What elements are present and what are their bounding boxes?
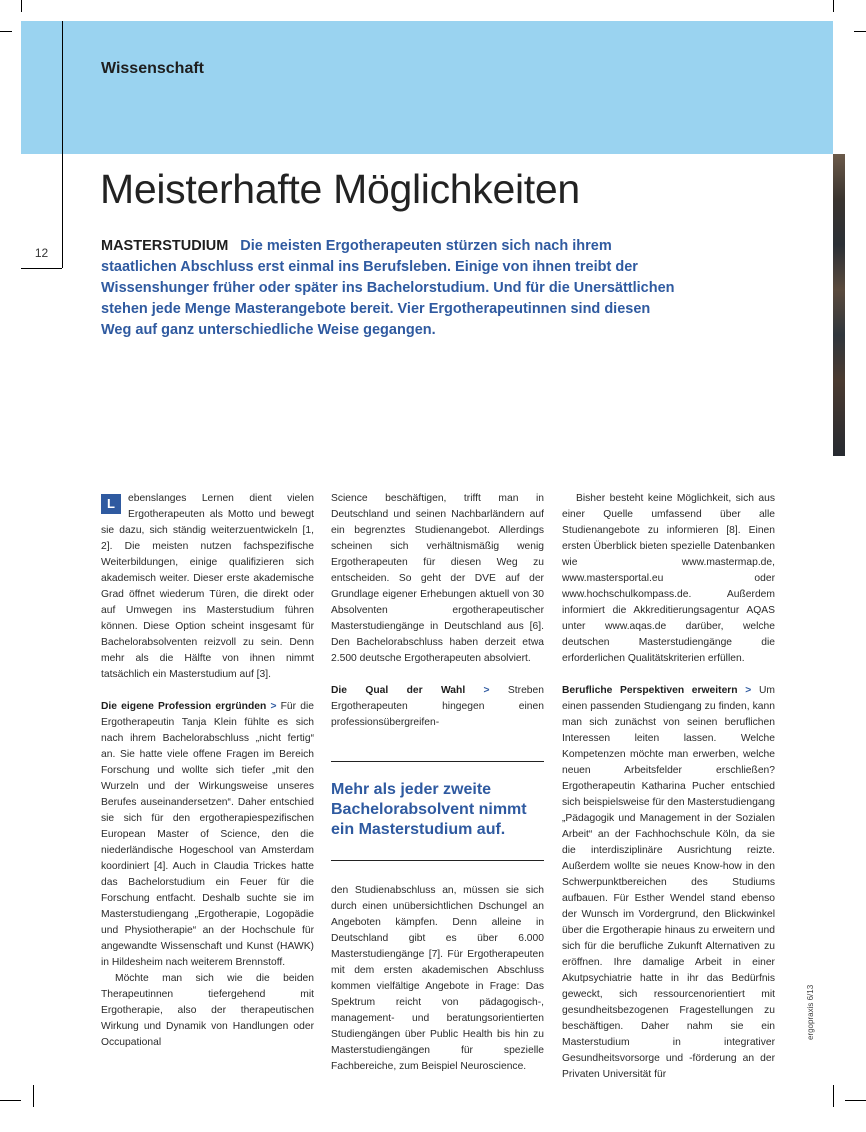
journal-reference: ergopraxis 6/13: [806, 984, 815, 1040]
paragraph: Science beschäftigen, trifft man in Deutschland und seinen Nachbarländern auf ein begrenztes Studienangebot. Allerdings scheinen sich verhältnismäßig wenig Ergotherapeuten für diesen Weg zu entscheiden. So geht der DVE auf der Grundlage eigener Erhebungen aktuell von 30 Absolventen ergotherapeutischer Masterstudiengänge in Deutschland aus [6]. Den Bachelorabschluss haben derzeit etwa 2.500 deutsche Ergotherapeuten absolviert.: [331, 493, 544, 664]
dropcap: L: [101, 494, 121, 514]
paragraph: Möchte man sich wie die beiden Therapeutinnen tiefergehend mit Ergotherapie, also der therapeutischen Wirkung und Dynamik von Handlungen oder Occupational: [101, 973, 314, 1048]
crop-mark: [0, 31, 12, 32]
crop-mark: [0, 1100, 21, 1101]
pull-quote: [331, 761, 544, 861]
paragraph: Berufliche Perspektiven erweitern > Um einen passenden Studiengang zu finden, kann man sich zunächst von seinen beruflichen Interessen leiten lassen. Welche Kompetenzen möchte man erwerben, welche neuen Arbeitsfelder erschließen? Ergotherapeutin Katharina Pucher entschied sich beispielsweise für den Masterstudiengang „Pädagogik und Management in der Sozialen Arbeit“ an der Fachhochschule Köln, da sie die interdisziplinäre Ausrichtung reizte. Außerdem wollte sie neues Know-how in den Schwerpunktbereichen des Studiums aufbauen. Für Esther Wendel stand ebenso der Wunsch im Vordergrund, den Blickwinkel über die Ergotherapie hinaus zu erweitern und sich für die berufliche Zukunft Alternativen zu eröffnen. Ihre damalige Arbeit in einer Akutpsychiatrie hatte in ihr das Bedürfnis geweckt, sich ressourcenorientiert mit gesundheitsbezogenen Fragestellungen zu beschäftigen. Daher nahm sie ein Masterstudium in integrativer Gesundheitsvorsorge und -förderung an der Privaten Universität für: [562, 685, 775, 1080]
crop-mark: [33, 1085, 34, 1107]
photo-strip: [833, 154, 845, 456]
article-headline: Meisterhafte Möglichkeiten: [100, 166, 580, 212]
text-column-3: [562, 491, 775, 1083]
page-number: 12: [34, 246, 49, 260]
paragraph: den Studienabschluss an, müssen sie sich durch einen unübersichtlichen Dschungel an Angeboten kämpfen. Denn alleine in Deutschland gibt es über 6.000 Masterstudiengänge [7]. Für Ergotherapeuten mit dem ersten akademischen Abschluss kommen vielfältige Angebote in Frage: Das Spektrum reicht von pädagogisch-, management- und beratungsorientierten Studiengängen über Public Health bis hin zu Masterstudiengängen für spezielle Fachbereiche, zum Beispiel Neuroscience.: [331, 885, 544, 1072]
arrow-icon: >: [745, 685, 752, 696]
page-number-rule: [21, 268, 62, 269]
paragraph: Die eigene Profession ergründen > Für die Ergotherapeutin Tanja Klein fühlte es sich nach ihrem Bachelorabschluss „nicht fertig“ an. Sie hatte viele offene Fragen im Bereich Forschung und wollte sich tiefer „mit den Wurzeln und der Wirkungsweise unseres Berufes auseinandersetzen“. Daher entschied sie sich für den ergotherapiespezifischen European Master of Science, den die niederländische Hogeschool van Amsterdam koordiniert [4]. Auch in Claudia Trickes hatte das Bachelorstudium ein Feuer für die Forschung entfacht. Deshalb suchte sie im Masterstudiengang „Ergotherapie, Logopädie und Physiotherapie“ an der Hochschule für angewandte Wissenschaft und Kunst (HAWK) in Hildesheim nach weiterem Brennstoff.: [101, 701, 314, 968]
run-in-heading: Berufliche Perspektiven erweitern: [562, 685, 738, 696]
crop-mark: [833, 1085, 834, 1107]
arrow-icon: >: [270, 701, 277, 712]
paragraph: L ebenslanges Lernen dient vielen Ergotherapeuten als Motto und bewegt sie dazu, sich ständig weiterzuentwickeln [1, 2]. Die meisten nutzen fachspezifische Weiterbildungen, einige qualifizieren sich akademisch weiter. Dieser erste akademische Grad öffnet wiederum Türen, die direkt oder auf Umwegen ins Masterstudium führen können. Diese Option scheint insgesamt für Bachelorabsolventen reizvoll zu sein. Denn mehr als die Hälfte von ihnen nimmt tatsächlich ein Masterstudium auf [3].: [101, 493, 314, 680]
lead-kicker: MASTERSTUDIUM: [101, 238, 229, 254]
crop-mark: [21, 0, 22, 12]
paragraph: Bisher besteht keine Möglichkeit, sich aus einer Quelle umfassend über alle Studienangebote zu informieren [8]. Einen ersten Überblick bieten spezielle Datenbanken wie www.mastermap.de, www.mastersportal.eu oder www.hochschulkompass.de. Außerdem informiert die Akkreditierungsagentur AQAS unter www.aqas.de darüber, welche deutschen Masterstudiengänge die erforderlichen Qualitätskriterien erfüllen.: [562, 493, 775, 664]
crop-mark: [854, 31, 866, 32]
text-column-2: [331, 491, 544, 1075]
run-in-heading: Die eigene Profession ergründen: [101, 701, 267, 712]
section-label: Wissenschaft: [101, 60, 204, 77]
arrow-icon: >: [483, 685, 490, 696]
header-band: [21, 21, 833, 154]
paragraph: Die Qual der Wahl > Streben Ergotherapeuten hingegen einen professionsübergreifen-: [331, 685, 544, 728]
crop-mark: [845, 1100, 866, 1101]
article-lead: [101, 236, 676, 341]
margin-rule: [62, 21, 63, 268]
lead-text: Die meisten Ergotherapeuten stürzen sich nach ihrem staatlichen Abschluss erst einmal ins Berufsleben. Einige von ihnen treibt der Wissenshunger früher oder später ins Bachelorstudium. Und für die Unersättlichen stehen jede Menge Masterangebote bereit. Vier Ergotherapeutinnen sind diesen Weg auf ganz unterschiedliche Weise gegangen.: [101, 238, 675, 338]
pull-quote-text: Mehr als jeder zweite Bachelorabsolvent nimmt ein Masterstudium auf.: [331, 781, 527, 838]
crop-mark: [833, 0, 834, 12]
text-column-1: [101, 491, 314, 1051]
run-in-heading: Die Qual der Wahl: [331, 685, 466, 696]
